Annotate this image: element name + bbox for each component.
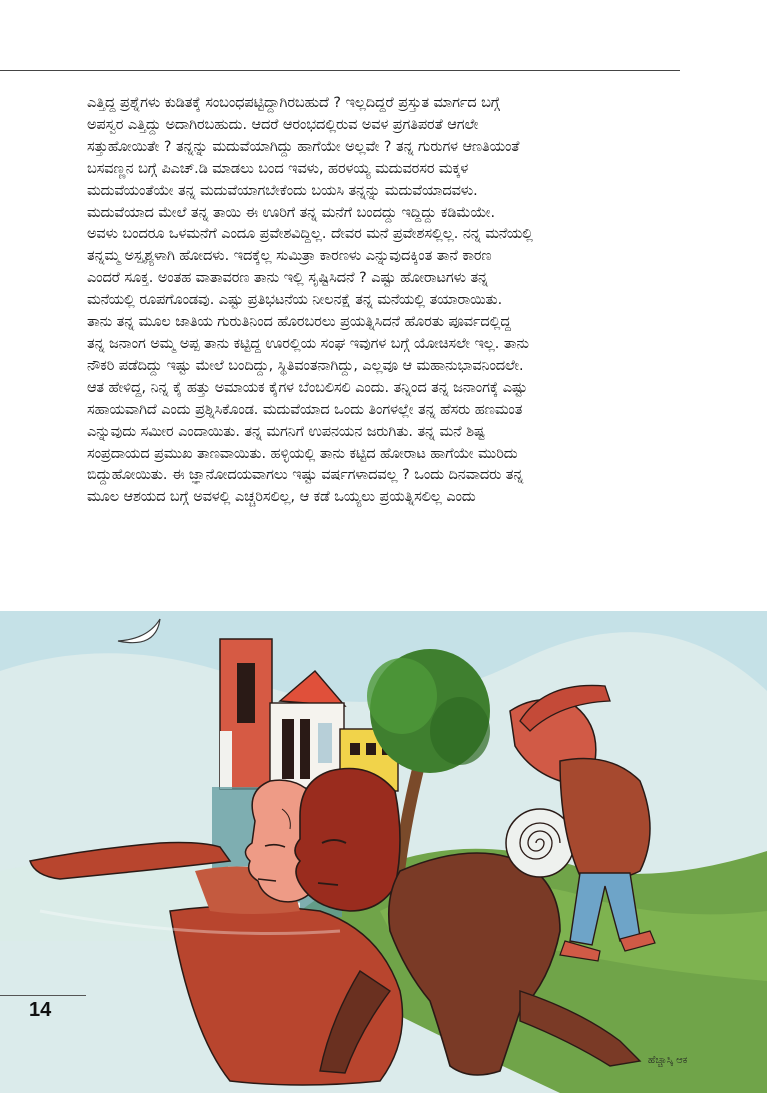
text-line: ಎನ್ನುವುದು ಸಮೀರ ಎಂದಾಯಿತು. ತನ್ನ ಮಗನಿಗೆ ಉಪನಯನ ಜರುಗಿತು. ತನ್ನ ಮನೆ ಶಿಷ್ಟ (87, 423, 485, 440)
text-line: ಆತ ಹೇಳಿದ್ದ, ನಿನ್ನ ಕೈ ಹತ್ತು ಅಮಾಯಕ ಕೈಗಳ ಬೆಂಬಲಿಸಲಿ ಎಂದು. ತನ್ನಿಂದ ತನ್ನ ಜನಾಂಗಕ್ಕೆ ಎಷ್ಟು (87, 379, 528, 396)
text-line: ಮೂಲ ಆಶಯದ ಬಗ್ಗೆ ಅವಳಲ್ಲಿ ಎಚ್ಚರಿಸಲಿಲ್ಲ, ಆ ಕಡೆ ಒಯ್ಯಲು ಪ್ರಯತ್ನಿಸಲಿಲ್ಲ ಎಂದು (87, 489, 476, 506)
text-line: ಅಪಸ್ವರ ಎತ್ತಿದ್ದು ಅದಾಗಿರಬಹುದು. ಆದರೆ ಆರಂಭದಲ್ಲಿರುವ ಅವಳ ಪ್ರಗತಿಪರತೆ ಆಗಲೇ (87, 116, 479, 133)
text-line: ನೌಕರಿ ಪಡೆದಿದ್ದು ಇಷ್ಟು ಮೇಲೆ ಬಂದಿದ್ದು, ಸ್ಥಿತಿವಂತನಾಗಿದ್ದು, ಎಲ್ಲವೂ ಆ ಮಹಾನುಭಾವನಿಂದಲೇ. (87, 357, 524, 374)
text-line: ಮದುವೆಯಾದ ಮೇಲೆ ತನ್ನ ತಾಯಿ ಈ ಊರಿಗೆ ತನ್ನ ಮನೆಗೆ ಬಂದದ್ದು ಇದ್ದಿದ್ದು ಕಡಿಮೆಯೇ. (87, 204, 496, 221)
text-line: ಮನೆಯಲ್ಲಿ ರೂಪಗೊಂಡವು. ಎಷ್ಟು ಪ್ರತಿಭಟನೆಯ ನೀಲನಕ್ಷೆ ತನ್ನ ಮನೆಯಲ್ಲಿ ತಯಾರಾಯಿತು. (87, 292, 503, 309)
text-line: ಎಂದರೆ ಸೂಕ್ತ. ಅಂತಹ ವಾತಾವರಣ ತಾನು ಇಲ್ಲಿ ಸೃಷ್ಟಿಸಿದನೆ ? ಎಷ್ಟು ಹೋರಾಟಗಳು ತನ್ನ (87, 270, 488, 287)
text-line: ಸತ್ತುಹೋಯಿತೇ ? ತನ್ನನ್ನು ಮದುವೆಯಾಗಿದ್ದು ಹಾಗೆಯೇ ಅಲ್ಲವೇ ? ತನ್ನ ಗುರುಗಳ ಆಣತಿಯಂತೆ (87, 138, 520, 155)
text-line: ಸಹಾಯವಾಗಿದೆ ಎಂದು ಪ್ರಶ್ನಿಸಿಕೊಂಡ. ಮದುವೆಯಾದ ಒಂದು ತಿಂಗಳಲ್ಲೇ ತನ್ನ ಹೆಸರು ಹಣಮಂತ (87, 401, 523, 418)
text-line: ಬಿದ್ದುಹೋಯಿತು. ಈ ಜ್ಞಾನೋದಯವಾಗಲು ಇಷ್ಟು ವರ್ಷಗಳಾದವಲ್ಲ ? ಒಂದು ದಿನವಾದರು ತನ್ನ (87, 467, 524, 484)
text-line: ತಾನು ತನ್ನ ಮೂಲ ಜಾತಿಯ ಗುರುತಿನಿಂದ ಹೊರಬರಲು ಪ್ರಯತ್ನಿಸಿದನೆ ಹೊರತು ಪೂರ್ವದಲ್ಲಿದ್ದ (87, 314, 511, 331)
tall-building (220, 639, 272, 789)
text-line: ತನ್ನ ಜನಾಂಗ ಅಮ್ಮ ಅಪ್ಪ ತಾನು ಕಟ್ಟಿದ್ದ ಊರಲ್ಲಿಯ ಸಂಘ ಇವುಗಳ ಬಗ್ಗೆ ಯೋಚಿಸಲೇ ಇಲ್ಲ. ತಾನು (87, 335, 529, 352)
page-number-rule (0, 995, 86, 996)
text-line: ತನ್ನಮ್ಮ ಅಸ್ಪೃಶ್ಯಳಾಗಿ ಹೋದಳು. ಇದಕ್ಕೆಲ್ಲ ಸುಮಿತ್ರಾ ಕಾರಣಳು ಎನ್ನುವುದಕ್ಕಿಂತ ತಾನೆ ಕಾರಣ (87, 248, 492, 265)
text-line: ಬಸವಣ್ಣನ ಬಗ್ಗೆ ಪಿಎಚ್.ಡಿ ಮಾಡಲು ಬಂದ ಇವಳು, ಹರಳಯ್ಯ ಮದುವರಸರ ಮಕ್ಕಳ (87, 160, 469, 177)
watercolor-illustration (0, 611, 767, 1093)
page-number: 14 (29, 999, 52, 1021)
text-line: ಎತ್ತಿದ್ದ ಪ್ರಶ್ನೆಗಳು ಕುಡಿತಕ್ಕೆ ಸಂಬಂಧಪಟ್ಟಿದ್ದಾಗಿರಬಹುದೆ ? ಇಲ್ಲದಿದ್ದರೆ ಪ್ರಸ್ತುತ ಮಾರ್ಗದ ಬಗ್ಗೆ (87, 95, 500, 111)
artist-signature: ಹೆಚ್ಚಾಸ್ಕಿ ಆಕ (648, 1055, 688, 1066)
text-line: ಅವಳು ಬಂದರೂ ಒಳಮನೆಗೆ ಎಂದೂ ಪ್ರವೇಶವಿದ್ದಿಲ್ಲ. ದೇವರ ಮನೆ ಪ್ರವೇಶಸಲ್ಲಿಲ್ಲ. ನನ್ನ ಮನೆಯಲ್ಲಿ (87, 226, 533, 243)
text-line: ಸಂಪ್ರದಾಯದ ಪ್ರಮುಖ ತಾಣವಾಯಿತು. ಹಳ್ಳಿಯಲ್ಲಿ ತಾನು ಕಟ್ಟಿದ ಹೋರಾಟ ಹಾಗೆಯೇ ಮುರಿದು (87, 445, 518, 462)
maroon-face (295, 769, 400, 912)
text-line: ಮದುವೆಯಂತೆಯೇ ತನ್ನ ಮದುವೆಯಾಗಬೇಕೆಂದು ಬಯಸಿ ತನ್ನನ್ನು ಮದುವೆಯಾದವಳು. (87, 182, 478, 199)
story-paragraph (87, 93, 687, 509)
header-rule (0, 70, 680, 71)
